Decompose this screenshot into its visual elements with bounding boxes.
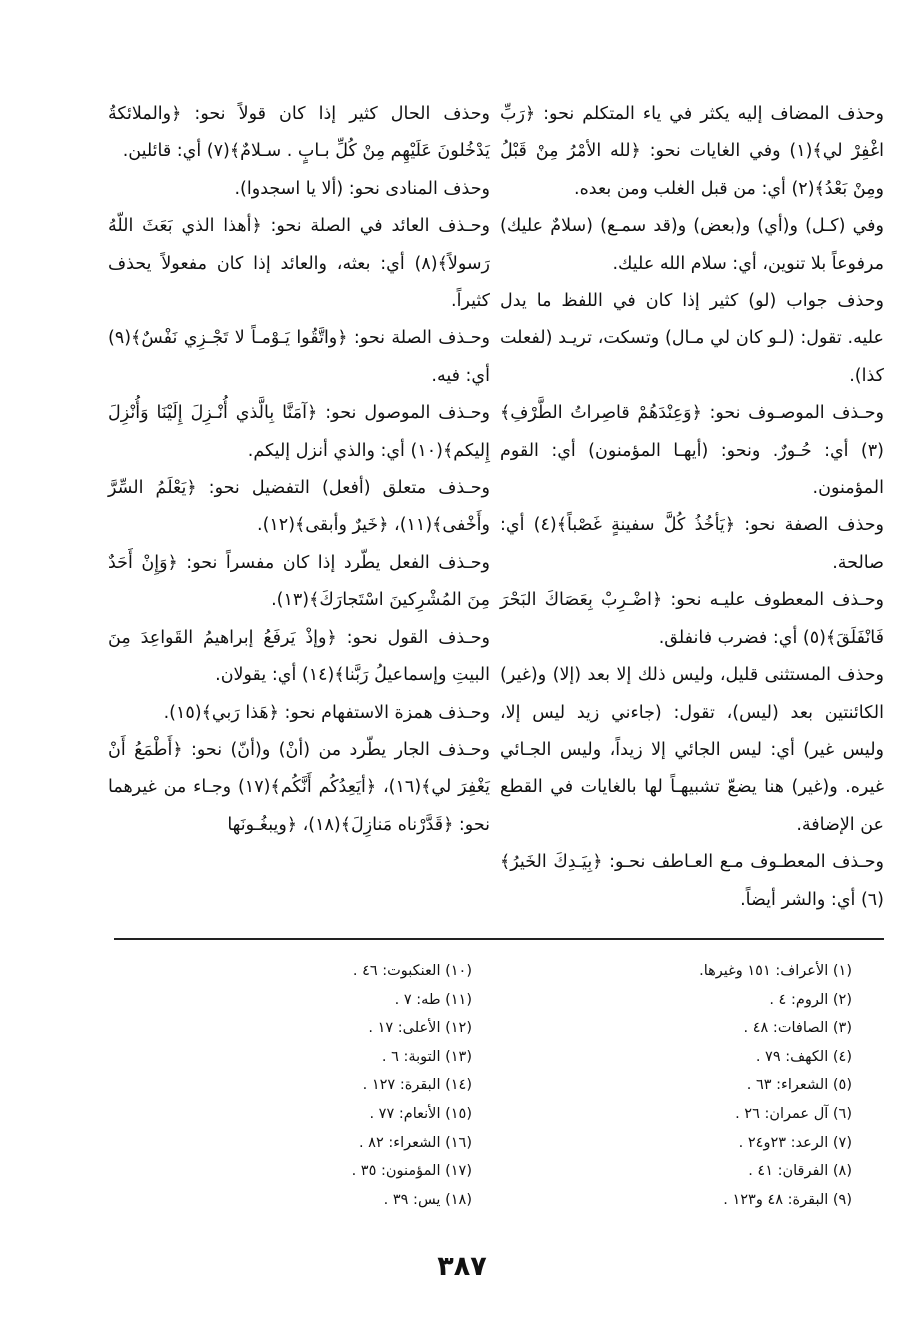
footnotes-right-column (522, 957, 852, 1214)
paragraph: وحـذف الموصول نحو: ﴿آمَنَّا بِالَّذي أُنْـزِلَ إِلَيْنَا وَأُنْزِلَ إِليكم﴾(١٠) أي: والذي أنزل إليكم. (108, 403, 490, 461)
paragraph: وحذف الحال كثير إذا كان قولاً نحو: ﴿والملائكةُ يَدْخُلونَ عَلَيْهِم مِنْ كُلِّ بـابٍ . سـلامٌ﴾(٧) أي: قائلين. (108, 104, 490, 162)
paragraph: وحذف المستثنى قليل، وليس ذلك إلا بعد (إلا) و(غير) الكائنتين بعد (ليس)، تقول: (جاءني زيد ليس إلا، وليس غير) أي: ليس الجائي إلا زيداً، وليس الجـائي غيره. و(غير) هنا يضعّ تشبيهـاً لها بالغايات في القطع عن الإضافة. (500, 665, 884, 835)
paragraph: وحـذف الفعل يطّرد إذا كان مفسراً نحو: ﴿وَإِنْ أَحَدٌ مِنَ المُشْرِكينَ اسْتَجارَكَ﴾(١٣). (108, 552, 490, 611)
paragraph: وحـذف القول نحو: ﴿وإذْ يَرفَعُ إبراهيمُ القَواعِدَ مِنَ البيتِ وإسماعيلُ رَبَّنا﴾(١٤) أي: يقولان. (108, 627, 490, 686)
paragraph: وحذف المضاف إليه يكثر في ياء المتكلم نحو: ﴿رَبِّ اغْفِرْ لي﴾(١) وفي الغايات نحو: ﴿لله الأمْرُ مِنْ قَبْلُ ومِنْ بَعْدُ﴾(٢) أي: من قبل الغلب ومن بعده. (500, 104, 884, 199)
footnote: (١٢) الأعلى: ١٧ . (368, 1020, 472, 1037)
paragraph: وحـذف المعطوف عليـه نحو: ﴿اضْـرِبْ بِعَصَاكَ البَحْرَ فَانْفَلَقَ﴾(٥) أي: فضرب فانفلق. (500, 590, 884, 648)
footnote-separator (114, 938, 884, 940)
footnote: (١٣) التوبة: ٦ . (381, 1048, 472, 1065)
footnote: (٩) البقرة: ٤٨ و١٢٣ . (723, 1191, 852, 1208)
paragraph: وحـذف الصلة نحو: ﴿واتَّقُوا يَـوْمـاً لا تَجْـزِي نَفْسٌ﴾(٩) أي: فيه. (108, 328, 490, 386)
page-number: ٣٨٧ (437, 1251, 487, 1282)
footnote: (١٠) العنكبوت: ٤٦ . (352, 963, 472, 979)
footnote: (٧) الرعد: ٢٣و٢٤ . (738, 1134, 852, 1151)
paragraph: وحـذف همزة الاستفهام نحو: ﴿هَذا رَبي﴾(١٥). (163, 702, 490, 723)
paragraph: وحذف جواب (لو) كثير إذا كان في اللفظ ما يدل عليه. تقول: (لـو كان لي مـال) وتسكت، تريـد (لفعلت كذا). (500, 291, 884, 386)
footnote: (١١) طه: ٧ . (394, 991, 472, 1008)
footnote: (١٨) يس: ٣٩ . (383, 1191, 472, 1208)
footnote: (١٦) الشعراء: ٨٢ . (358, 1134, 472, 1151)
paragraph: وحـذف الجار يطّرد من (أنْ) و(أنّ) نحو: ﴿أَطْمَعُ أَنْ يَغْفِرَ لي﴾(١٦)، ﴿أيَعِدُكُم أَنَّكُم﴾(١٧) وجـاء من غيرهما نحو: ﴿قَدَّرْناه مَنازِلَ﴾(١٨)، ﴿ويبغُـونَها (108, 739, 490, 835)
paragraph: وحـذف المعطـوف مـع العـاطف نحـو: ﴿بِيَـدِكَ الخَيرُ﴾(٦) أي: والشر أيضاً. (500, 852, 884, 910)
paragraph: وحـذف متعلق (أفعل) التفضيل نحو: ﴿يَعْلَمُ السِّرَّ وأَخْفى﴾(١١)، ﴿خَيرٌ وأبقى﴾(١٢). (108, 478, 490, 536)
paragraph: وحذف المنادى نحو: (ألا يا اسجدوا). (234, 178, 490, 199)
paragraph: وحـذف العائد في الصلة نحو: ﴿أهذا الذي بَعَثَ اللّهُ رَسولاً﴾(٨) أي: بعثه، والعائد إذا كان مفعولاً يحذف كثيراً. (108, 216, 490, 312)
paragraph: وحـذف الموصـوف نحو: ﴿وَعِنْدَهُمْ قاصِراتُ الطَّرْفِ﴾(٣) أي: حُـورٌ. ونحو: (أيهـا المؤمنون) أي: القوم المؤمنون. (500, 403, 884, 499)
paragraph: وفي (كـل) و(أي) و(بعض) و(قد سمـع) (سلامٌ عليك) مرفوعاً بلا تنوين، أي: سلام الله عليك. (500, 216, 884, 274)
left-text-column (108, 96, 490, 844)
footnote: (٦) آل عمران: ٢٦ . (735, 1105, 852, 1122)
right-text-column (500, 96, 884, 919)
footnote: (٣) الصافات: ٤٨ . (743, 1020, 852, 1037)
footnote: (٥) الشعراء: ٦٣ . (746, 1077, 852, 1094)
footnote: (٨) الفرقان: ٤١ . (748, 1163, 852, 1180)
footnote: (١٤) البقرة: ١٢٧ . (362, 1077, 472, 1094)
footnote: (١) الأعراف: ١٥١ وغيرها. (699, 963, 852, 979)
footnote: (١٧) المؤمنون: ٣٥ . (351, 1163, 472, 1180)
footnotes-left-column (152, 957, 472, 1214)
footnote: (٤) الكهف: ٧٩ . (755, 1048, 852, 1065)
footnote: (١٥) الأنعام: ٧٧ . (369, 1105, 472, 1122)
footnote: (٢) الروم: ٤ . (769, 991, 852, 1008)
paragraph: وحذف الصفة نحو: ﴿يَأخُذُ كُلَّ سفينةٍ غَصْباً﴾(٤) أي: صالحة. (500, 515, 884, 573)
